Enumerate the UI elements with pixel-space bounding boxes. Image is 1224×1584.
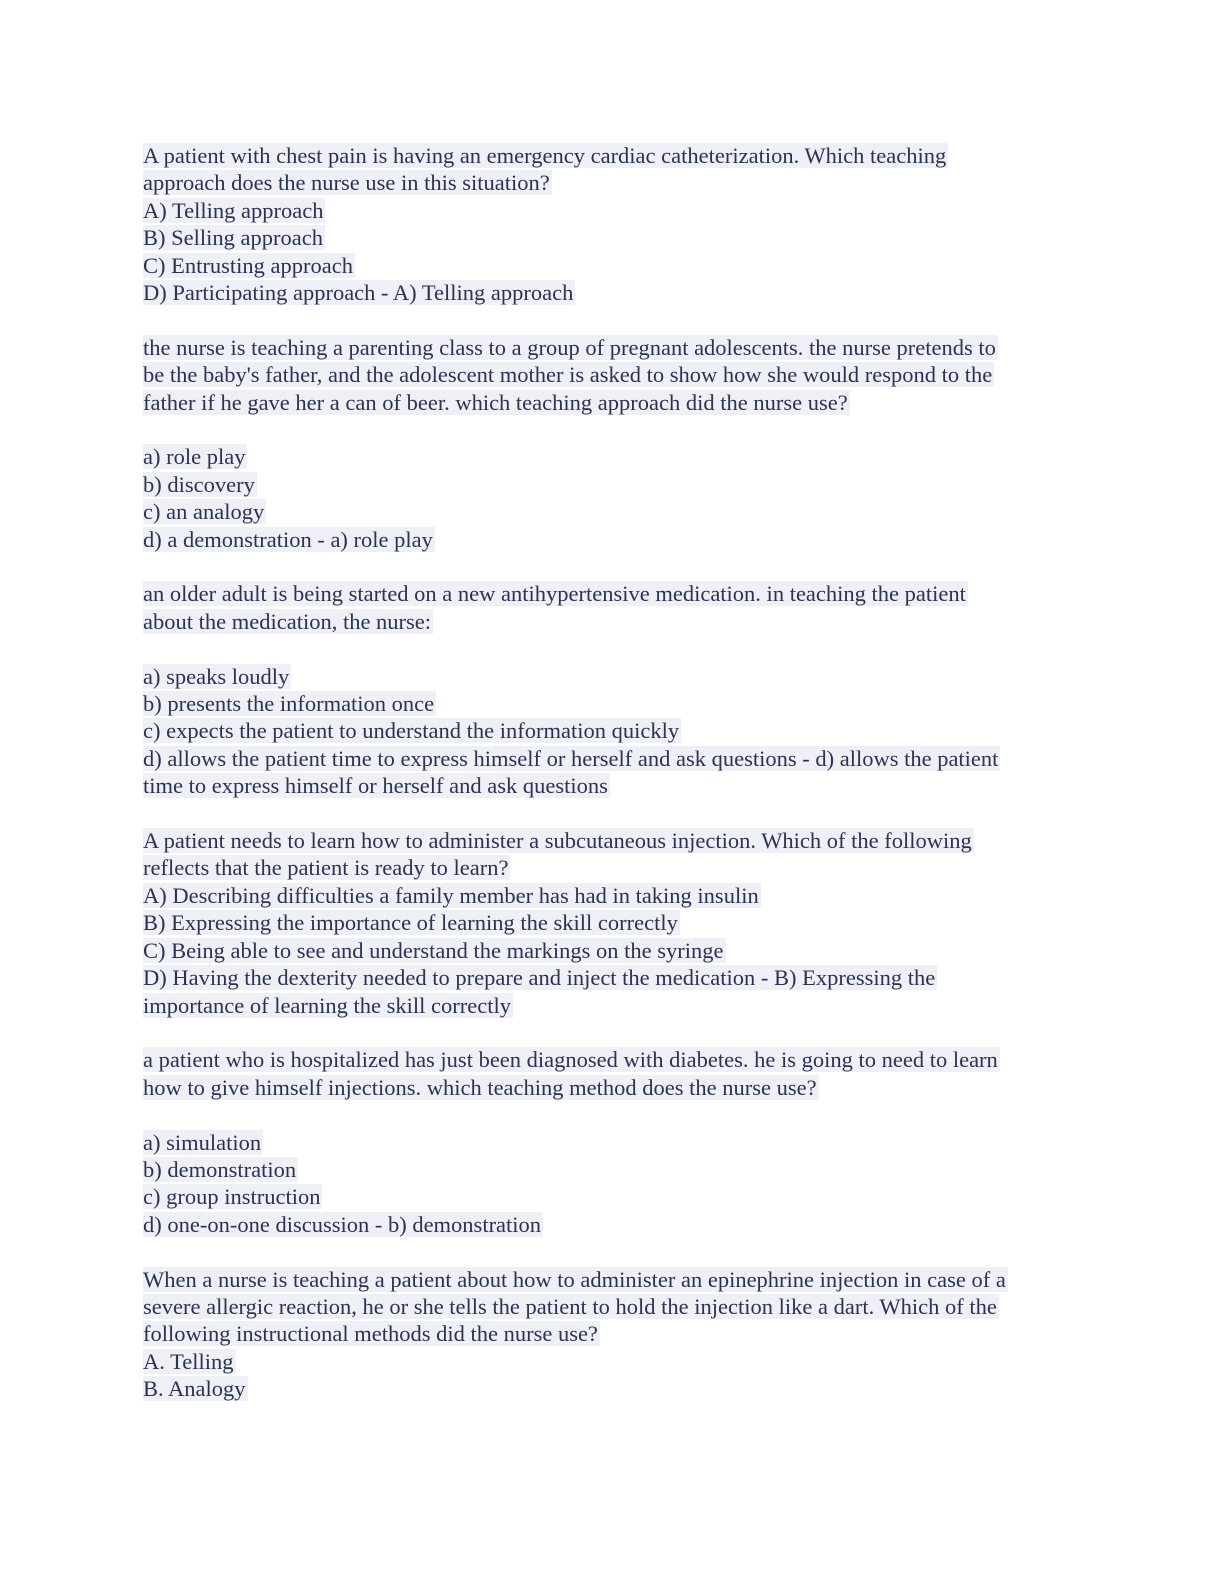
question-text: following instructional methods did the nurse use? [143,1321,598,1347]
spacer [143,635,1083,662]
question-text: A patient with chest pain is having an emergency cardiac catheterization. Which teaching [143,143,947,168]
answer-option: a) speaks loudly [143,663,290,689]
question-text: be the baby's father, and the adolescent mother is asked to show how she would respond to the [143,362,993,388]
answer-option: d) one-on-one discussion - b) demonstration [143,1211,542,1237]
answer-option: c) expects the patient to understand the information quickly [143,718,680,744]
answer-option: a) role play [143,444,246,470]
answer-option: d) a demonstration - a) role play [143,526,433,552]
spacer [143,1019,1083,1046]
question-text: how to give himself injections. which teaching method does the nurse use? [143,1074,817,1100]
document-page [143,142,1083,1403]
question-text: father if he gave her a can of beer. which teaching approach did the nurse use? [143,389,848,415]
question-text: A patient needs to learn how to administer a subcutaneous injection. Which of the following [143,828,972,854]
answer-option: c) group instruction [143,1184,321,1210]
question-1 [143,142,1083,306]
question-text: approach does the nurse use in this situation? [143,170,550,196]
answer-option: B) Selling approach [143,225,323,251]
answer-option: d) allows the patient time to express himself or herself and ask questions - d) allows the patient [143,745,999,771]
question-6 [143,1266,1083,1403]
question-5 [143,1046,1083,1238]
answer-option: a) simulation [143,1129,262,1155]
answer-option: A. Telling [143,1348,234,1374]
answer-option: A) Telling approach [143,197,324,223]
spacer [143,416,1083,443]
spacer [143,1101,1083,1128]
question-text: reflects that the patient is ready to learn? [143,855,509,881]
spacer [143,1238,1083,1265]
answer-option: D) Participating approach - A) Telling approach [143,280,574,306]
answer-option: D) Having the dexterity needed to prepare and inject the medication - B) Expressing the [143,965,936,991]
answer-option: C) Being able to see and understand the markings on the syringe [143,937,724,963]
answer-option: b) demonstration [143,1156,297,1182]
question-text: severe allergic reaction, he or she tells the patient to hold the injection like a dart. Which of the [143,1293,997,1319]
answer-option: A) Describing difficulties a family member has had in taking insulin [143,882,759,908]
question-text: the nurse is teaching a parenting class to a group of pregnant adolescents. the nurse pretends to [143,334,996,360]
question-4 [143,827,1083,1019]
spacer [143,800,1083,827]
question-text: a patient who is hospitalized has just been diagnosed with diabetes. he is going to need to learn [143,1047,998,1073]
spacer [143,553,1083,580]
question-text: about the medication, the nurse: [143,608,432,634]
question-text: an older adult is being started on a new antihypertensive medication. in teaching the patient [143,581,966,607]
spacer [143,306,1083,333]
answer-option: b) discovery [143,471,255,497]
answer-option: b) presents the information once [143,691,435,717]
question-text: When a nurse is teaching a patient about how to administer an epinephrine injection in case of a [143,1266,1006,1292]
answer-option: C) Entrusting approach [143,252,353,278]
answer-option: importance of learning the skill correctly [143,992,511,1018]
question-3 [143,580,1083,799]
answer-option: time to express himself or herself and ask questions [143,773,608,799]
answer-option: B) Expressing the importance of learning the skill correctly [143,910,678,936]
question-2 [143,334,1083,553]
answer-option: B. Analogy [143,1376,246,1402]
answer-option: c) an analogy [143,499,265,525]
